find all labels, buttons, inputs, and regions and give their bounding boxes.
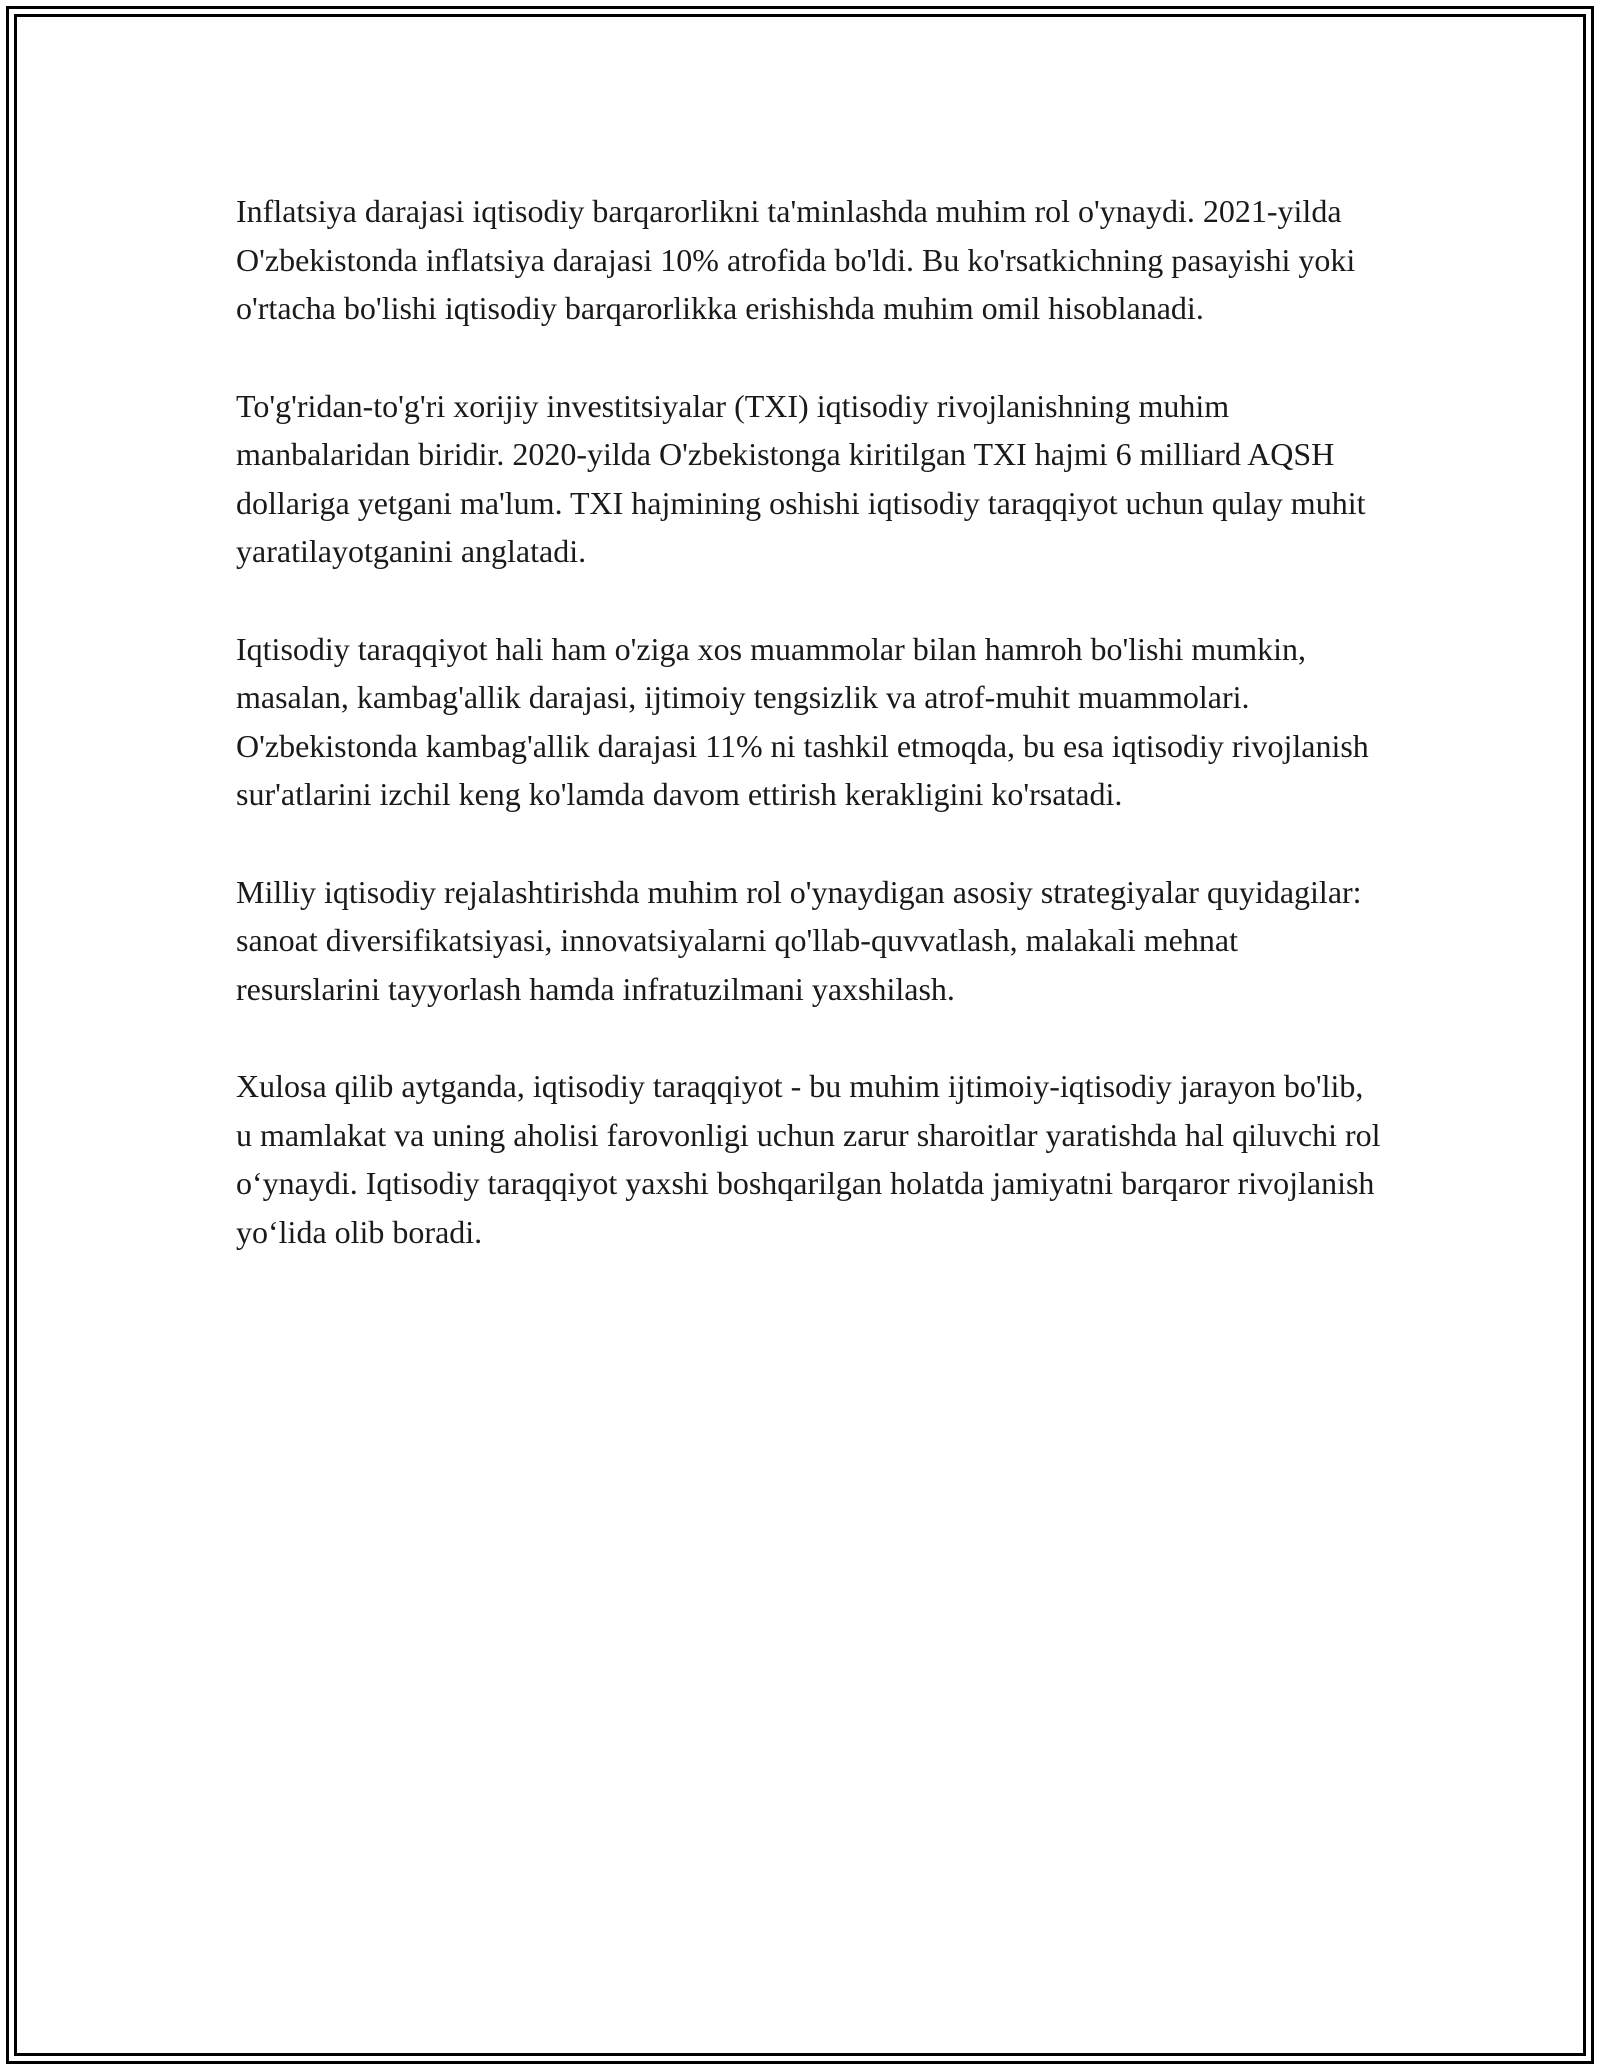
paragraph-challenges: Iqtisodiy taraqqiyot hali ham o'ziga xos muammolar bilan hamroh bo'lishi mumkin, masalan, kambag'allik darajasi, ijtimoiy tengsizlik va atrof-muhit muammolari. O'zbekistonda kambag'allik darajasi 11% ni tashkil etmoqda, bu esa iqtisodiy rivojlanish sur'atlarini izchil keng ko'lamda davom ettirish kerakligini ko'rsatadi. — [236, 630, 1369, 812]
paragraph-strategies: Milliy iqtisodiy rejalashtirishda muhim rol o'ynaydigan asosiy strategiyalar quyidagilar: sanoat diversifikatsiyasi, innovatsiyalarni qo'llab-quvvatlash, malakali mehnat resurslarini tayyorlash hamda infratuzilmani yaxshilash. — [236, 873, 1362, 1007]
paragraph-foreign-investment: To'g'ridan-to'g'ri xorijiy investitsiyalar (TXI) iqtisodiy rivojlanishning muhim manbalaridan biridir. 2020-yilda O'zbekistonga kiritilgan TXI hajmi 6 milliard AQSH dollariga yetgani ma'lum. TXI hajmining oshishi iqtisodiy taraqqiyot uchun qulay muhit yaratilayotganini anglatadi. — [236, 387, 1366, 569]
document-body — [236, 187, 1386, 1256]
paragraph-conclusion: Xulosa qilib aytganda, iqtisodiy taraqqiyot - bu muhim ijtimoiy-iqtisodiy jarayon bo'lib, u mamlakat va uning aholisi farovonligi uchun zarur sharoitlar yaratishda hal qiluvchi rol o‘ynaydi. Iqtisodiy taraqqiyot yaxshi boshqarilgan holatda jamiyatni barqaror rivojlanish yo‘lida olib boradi. — [236, 1068, 1381, 1250]
paragraph-inflation: Inflatsiya darajasi iqtisodiy barqarorlikni ta'minlashda muhim rol o'ynaydi. 2021-yilda O'zbekistonda inflatsiya darajasi 10% atrofida bo'ldi. Bu ko'rsatkichning pasayishi yoki o'rtacha bo'lishi iqtisodiy barqarorlikka erishishda muhim omil hisoblanadi. — [236, 193, 1356, 326]
